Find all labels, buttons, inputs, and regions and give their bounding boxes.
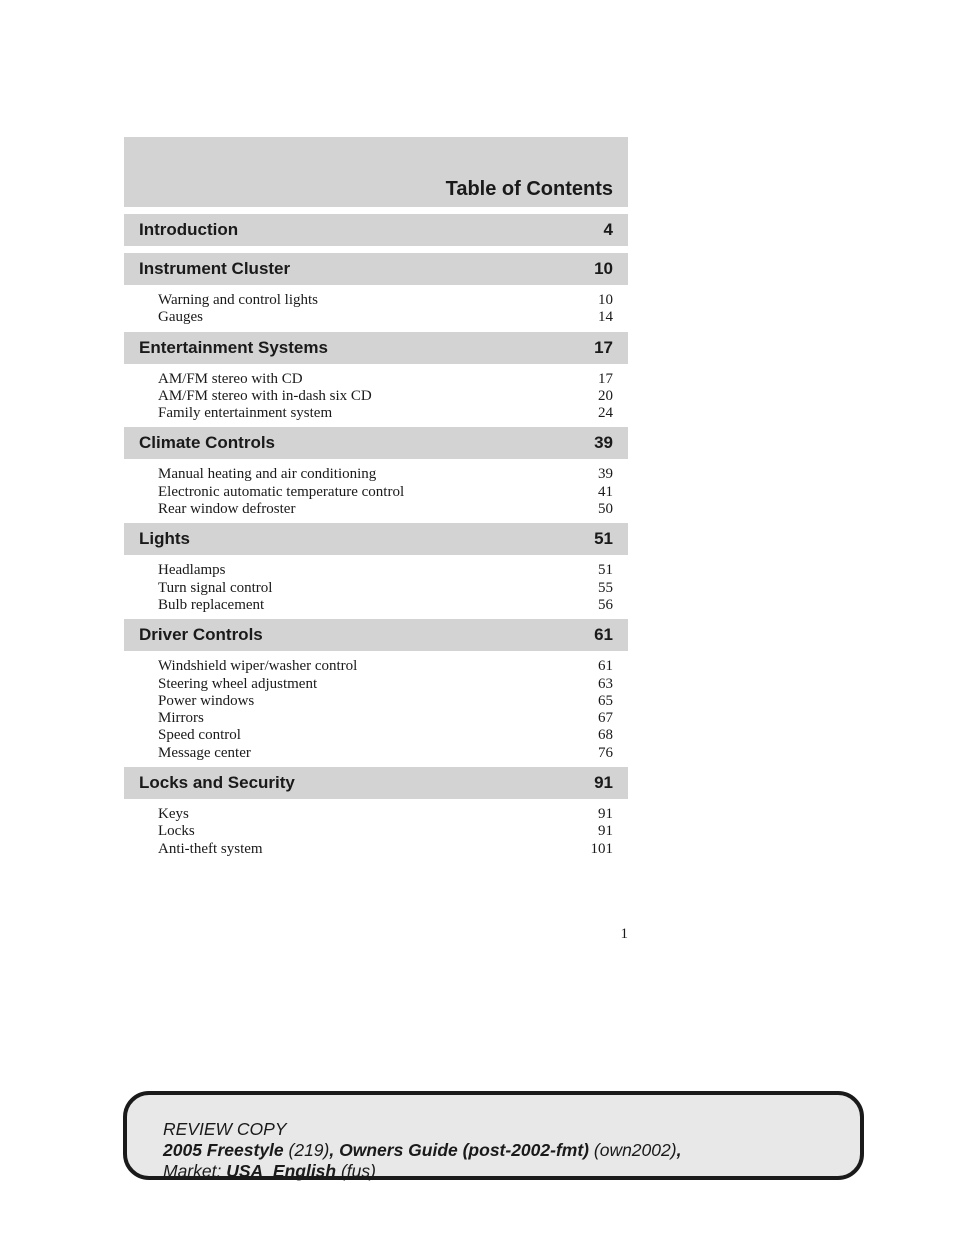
entry-page: 65 — [598, 692, 613, 709]
entry-page: 101 — [590, 840, 613, 857]
toc-entry — [158, 823, 613, 840]
toc-subsection-list — [124, 364, 628, 428]
toc-subsection-list — [124, 459, 628, 523]
entry-label: Message center — [158, 744, 251, 761]
toc-entry — [158, 658, 613, 675]
entry-label: Turn signal control — [158, 579, 273, 596]
toc-entry — [158, 405, 613, 422]
entry-label: Keys — [158, 806, 189, 823]
entry-page: 41 — [598, 483, 613, 500]
page-number: 1 — [620, 926, 628, 942]
entry-page: 39 — [598, 466, 613, 483]
entry-label: Headlamps — [158, 562, 226, 579]
entry-label: Warning and control lights — [158, 292, 319, 308]
toc-entry — [158, 693, 613, 710]
entry-page: 20 — [598, 387, 613, 404]
entry-page: 24 — [598, 405, 613, 422]
entry-page: 51 — [598, 562, 613, 579]
review-copy-text — [163, 1119, 681, 1182]
toc-entry — [158, 597, 613, 614]
guide-code: (own2002) — [589, 1140, 677, 1160]
toc-entry — [158, 841, 613, 858]
section-title: Instrument Cluster — [139, 259, 291, 278]
toc-subsection-list — [124, 555, 628, 619]
entry-page: 14 — [598, 309, 613, 326]
section-page: 91 — [594, 773, 613, 793]
market-code: (fus) — [336, 1161, 376, 1181]
toc-section-heading — [124, 427, 628, 459]
toc-entry — [158, 466, 613, 483]
market-label: Market: — [163, 1161, 227, 1181]
entry-page: 68 — [598, 727, 613, 744]
section-page: 61 — [594, 625, 613, 645]
toc-section-heading — [124, 767, 628, 799]
toc-entry — [158, 727, 613, 744]
toc-header — [124, 137, 628, 207]
guide-name: Owners Guide (post-2002-fmt) — [339, 1140, 590, 1160]
toc-entry — [158, 806, 613, 823]
entry-label: Anti-theft system — [158, 840, 263, 857]
entry-page: 17 — [598, 370, 613, 387]
entry-label: Windshield wiper/washer control — [158, 658, 358, 675]
section-title: Lights — [139, 529, 190, 549]
entry-page: 56 — [598, 596, 613, 613]
entry-page: 91 — [598, 823, 613, 840]
toc-entry — [158, 710, 613, 727]
toc-subsection-list — [124, 285, 628, 332]
entry-page: 91 — [598, 806, 613, 823]
entry-label: Gauges — [158, 309, 203, 326]
toc-subsection-list — [124, 651, 628, 767]
section-page: 10 — [594, 259, 613, 278]
section-title: Locks and Security — [139, 773, 295, 793]
review-copy-label: REVIEW COPY — [163, 1119, 287, 1139]
separator-1: , — [329, 1140, 340, 1160]
entry-label: Rear window defroster — [158, 501, 296, 518]
toc-entry — [158, 371, 613, 388]
entry-label: Locks — [158, 823, 195, 840]
entry-label: Bulb replacement — [158, 596, 265, 613]
entry-page: 61 — [598, 658, 613, 675]
entry-label: Electronic automatic temperature control — [158, 483, 405, 500]
entry-page: 76 — [598, 744, 613, 761]
entry-label: Steering wheel adjustment — [158, 675, 318, 692]
entry-page: 50 — [598, 501, 613, 518]
entry-label: Manual heating and air conditioning — [158, 466, 377, 483]
section-title: Introduction — [139, 220, 239, 239]
section-page: 4 — [603, 220, 613, 239]
toc-section-heading — [124, 214, 628, 246]
entry-label: Speed control — [158, 727, 241, 744]
toc-entry — [158, 388, 613, 405]
toc-entry — [158, 745, 613, 762]
toc-subsection-list — [124, 799, 628, 863]
table-of-contents — [124, 214, 628, 863]
entry-page: 10 — [598, 292, 613, 308]
separator-2: , — [676, 1140, 682, 1160]
review-copy-box — [123, 1091, 864, 1180]
model-name: 2005 Freestyle — [163, 1140, 284, 1160]
section-page: 17 — [594, 337, 613, 357]
section-title: Climate Controls — [139, 433, 276, 453]
section-page: 39 — [594, 433, 613, 453]
review-copy-model-line — [163, 1140, 681, 1161]
entry-page: 55 — [598, 579, 613, 596]
toc-entry — [158, 562, 613, 579]
section-gap — [124, 246, 628, 253]
entry-page: 63 — [598, 675, 613, 692]
entry-label: AM/FM stereo with CD — [158, 370, 303, 387]
toc-entry — [158, 484, 613, 501]
market-name: USA_English — [226, 1161, 337, 1181]
toc-section-heading — [124, 619, 628, 651]
entry-page: 67 — [598, 710, 613, 727]
toc-entry — [158, 501, 613, 518]
toc-entry — [158, 676, 613, 693]
toc-section-heading — [124, 332, 628, 364]
toc-section-heading — [124, 253, 628, 285]
section-title: Entertainment Systems — [139, 337, 328, 357]
toc-entry — [158, 580, 613, 597]
toc-entry — [158, 309, 613, 326]
review-copy-market-line — [163, 1161, 681, 1182]
entry-label: Power windows — [158, 692, 255, 709]
entry-label: Mirrors — [158, 710, 204, 727]
page-title: Table of Contents — [445, 178, 613, 200]
toc-entry — [158, 292, 613, 309]
section-page: 51 — [594, 529, 613, 549]
model-code: (219) — [283, 1140, 330, 1160]
section-title: Driver Controls — [139, 625, 263, 645]
toc-section-heading — [124, 523, 628, 555]
entry-label: Family entertainment system — [158, 405, 333, 422]
entry-label: AM/FM stereo with in-dash six CD — [158, 387, 372, 404]
